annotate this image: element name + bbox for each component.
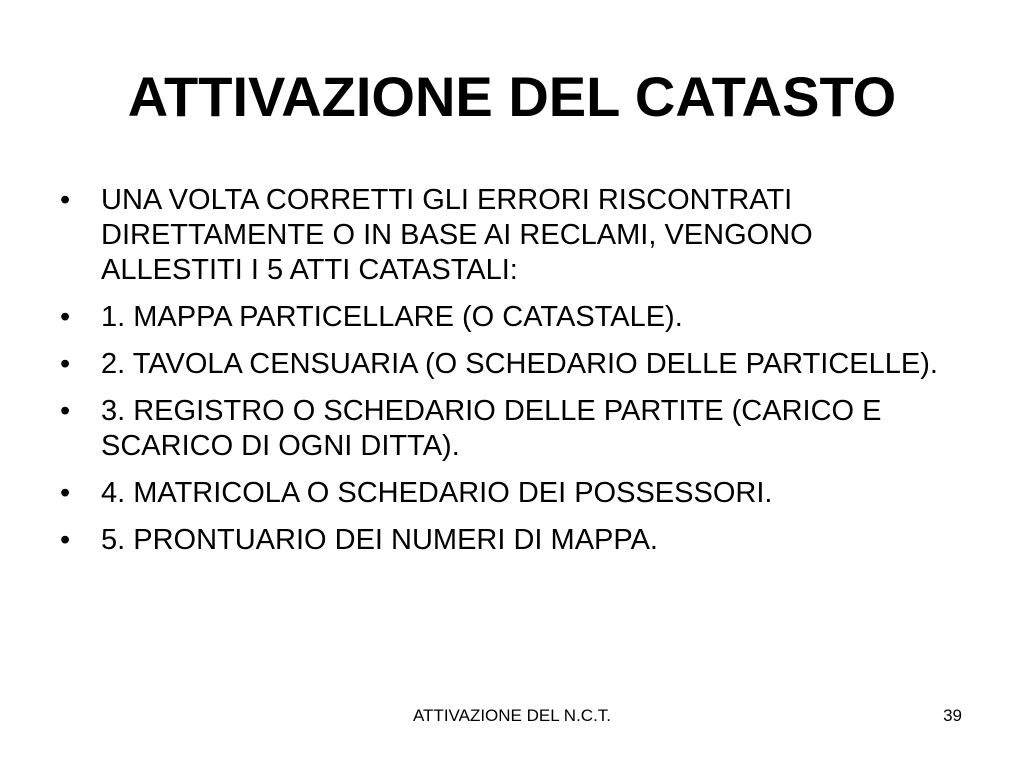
bullet-list xyxy=(60,183,960,570)
bullet-item xyxy=(60,394,960,464)
bullet-text: UNA VOLTA CORRETTI GLI ERRORI RISCONTRATI DIRETTAMENTE O IN BASE AI RECLAMI, VENGONO ALLESTITI I 5 ATTI CATASTALI: xyxy=(101,184,813,286)
bullet-text: 5. PRONTUARIO DEI NUMERI DI MAPPA. xyxy=(101,524,658,556)
bullet-dot: • xyxy=(60,184,71,216)
bullet-text: 4. MATRICOLA O SCHEDARIO DEI POSSESSORI. xyxy=(101,477,773,509)
bullet-item xyxy=(60,300,960,335)
bullet-text: 3. REGISTRO O SCHEDARIO DELLE PARTITE (CARICO E SCARICO DI OGNI DITTA). xyxy=(101,395,882,462)
bullet-dot: • xyxy=(60,301,71,333)
bullet-item xyxy=(60,183,960,288)
bullet-dot: • xyxy=(60,524,71,556)
bullet-dot: • xyxy=(60,477,71,509)
bullet-dot: • xyxy=(60,395,71,427)
bullet-text: 2. TAVOLA CENSUARIA (O SCHEDARIO DELLE PARTICELLE). xyxy=(101,348,938,380)
bullet-text: 1. MAPPA PARTICELLARE (O CATASTALE). xyxy=(101,301,683,333)
slide-title: ATTIVAZIONE DEL CATASTO xyxy=(127,65,897,128)
bullet-item xyxy=(60,476,960,511)
page-number: 39 xyxy=(943,706,962,725)
bullet-dot: • xyxy=(60,348,71,380)
bullet-item xyxy=(60,347,960,382)
footer-title: ATTIVAZIONE DEL N.C.T. xyxy=(412,706,612,725)
bullet-item xyxy=(60,523,960,558)
